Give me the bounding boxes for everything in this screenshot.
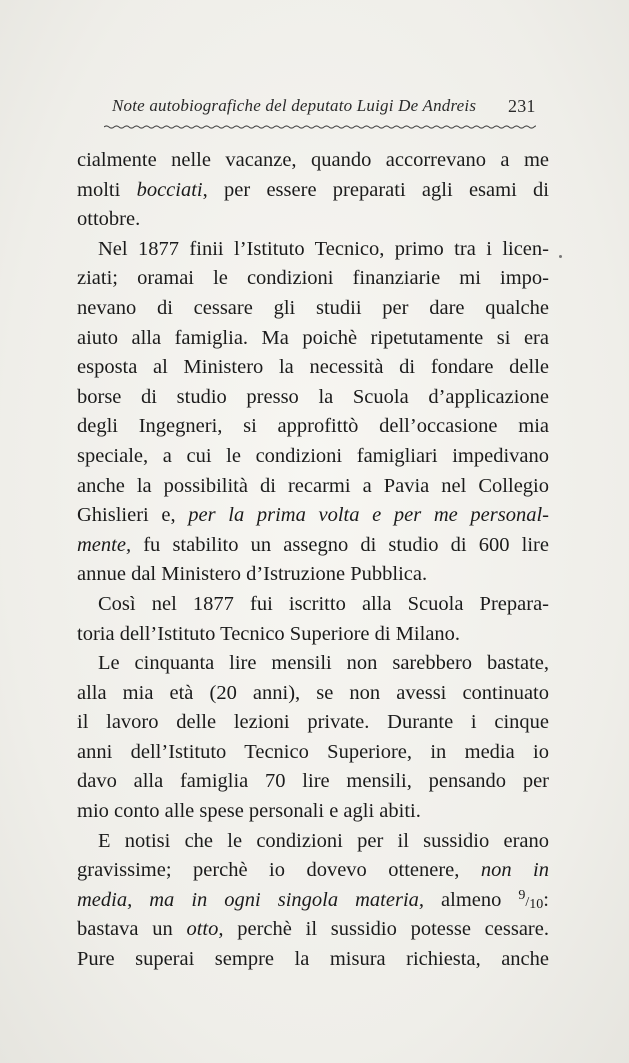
- print-speck: [559, 255, 562, 258]
- text-line: molti bocciati, per essere preparati agli esami di: [77, 178, 549, 201]
- text-line: E notisi che le condizioni per il sussidio erano: [98, 829, 549, 852]
- text-line: gravissime; perchè io dovevo ottenere, non in: [77, 859, 549, 882]
- text-line: toria dell’Istituto Tecnico Superiore di Milano.: [77, 622, 461, 645]
- text-line: il lavoro delle lezioni private. Durante i cinque: [77, 711, 549, 734]
- text-line: aiuto alla famiglia. Ma poichè ripetutamente si era: [77, 326, 549, 349]
- text-line: Ghislieri e, per la prima volta e per me personal-: [77, 504, 549, 527]
- text-line: cialmente nelle vacanze, quando accorrevano a me: [77, 149, 549, 171]
- text-line: media, ma in ogni singola materia, almeno 9/10:: [77, 887, 549, 912]
- page-number: 231: [508, 96, 536, 116]
- text-line: degli Ingegneri, si approfittò dell’occasione mia: [77, 415, 549, 438]
- text-line: ottobre.: [77, 208, 141, 231]
- text-line: anche la possibilità di recarmi a Pavia nel Collegio: [77, 474, 549, 497]
- running-title: Note autobiografiche del deputato Luigi De Andreis: [112, 96, 477, 115]
- text-line: esposta al Ministero la necessità di fondare delle: [77, 356, 549, 379]
- text-line: mente, fu stabilito un assegno di studio di 600 lire: [77, 533, 549, 556]
- text-line: Nel 1877 finii l’Istituto Tecnico, primo tra i licen-: [98, 237, 549, 260]
- text-line: davo alla famiglia 70 lire mensili, pensando per: [77, 770, 549, 793]
- body-text: [77, 146, 549, 975]
- running-header: [112, 96, 552, 120]
- text-line: mio conto alle spese personali e agli abiti.: [77, 800, 421, 823]
- text-line: nevano di cessare gli studii per dare qualche: [77, 296, 549, 319]
- text-line: anni dell’Istituto Tecnico Superiore, in media io: [77, 740, 549, 763]
- text-line: bastava un otto, perchè il sussidio potesse cessare.: [77, 918, 549, 941]
- text-line: Così nel 1877 fui iscritto alla Scuola Prepara-: [98, 592, 549, 615]
- decorative-wavy-rule: [104, 120, 536, 134]
- text-line: Le cinquanta lire mensili non sarebbero bastate,: [98, 652, 549, 675]
- text-line: borse di studio presso la Scuola d’applicazione: [77, 385, 549, 408]
- text-line: speciale, a cui le condizioni famigliari impedivano: [77, 444, 549, 467]
- text-line: alla mia età (20 anni), se non avessi continuato: [77, 681, 549, 704]
- text-line: Pure superai sempre la misura richiesta, anche: [77, 948, 549, 971]
- text-line: ziati; oramai le condizioni finanziarie mi impo-: [77, 267, 549, 290]
- text-line: annue dal Ministero d’Istruzione Pubblica.: [77, 563, 428, 586]
